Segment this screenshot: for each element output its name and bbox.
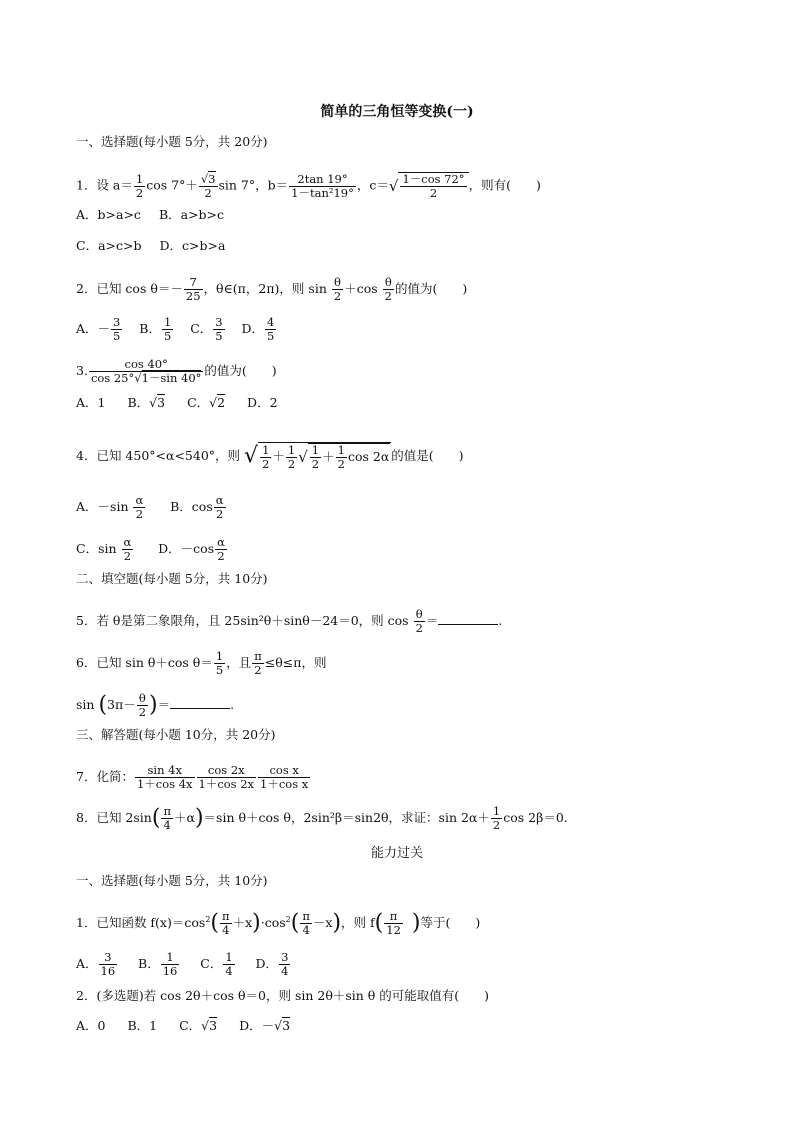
ability-question-1: 1．已知函数 $f(x)=\cos^2$( $\frac{\pi}{4}$ $+x)\cdot\cos^2$( $\frac{\pi}{4}$ －x)，则 f( $\frac{\pi}{12}$ )等于( ) bbox=[76, 909, 481, 937]
option-c[interactable]: C． $\frac{3}{5}$ bbox=[190, 315, 223, 343]
question-6: 6．已知 sin θ＋cos θ＝ $\frac{1}{5}$ ，且 $\frac{\pi}{2}$ ≤θ≤π，则 bbox=[76, 649, 327, 677]
question-1-options-cd bbox=[76, 238, 225, 254]
question-5: 5．若 θ是第二象限角，且 25sin²θ＋sinθ－24＝0，则 cos $\frac{\theta}{2}$ ＝ . bbox=[76, 607, 503, 635]
option-c[interactable]: C．a>c>b bbox=[76, 238, 142, 253]
question-4-options-ab bbox=[76, 494, 227, 521]
option-c[interactable]: C． $\frac{1}{4}$ bbox=[200, 950, 233, 978]
page-title: 简单的三角恒等变换(一) bbox=[320, 104, 474, 120]
option-b[interactable]: B． $\frac{1}{16}$ bbox=[138, 950, 178, 978]
option-a[interactable]: A．0 bbox=[76, 1018, 106, 1033]
option-a[interactable]: A．－sin $\frac{\alpha}{2}$ bbox=[76, 493, 144, 521]
option-b[interactable]: B．cos $\frac{\alpha}{2}$ bbox=[170, 493, 224, 521]
question-1-options-ab bbox=[76, 207, 224, 223]
answer-blank-5[interactable] bbox=[438, 624, 498, 625]
question-8: 8．已知 2sin( $\frac{\pi}{4}$ ＋α)＝sin θ＋cos θ，2sin²β＝sin2θ，求证：sin 2α＋ $\frac{1}{2}$ cos 2β＝0. bbox=[76, 804, 568, 832]
question-2-options bbox=[76, 316, 277, 343]
option-d[interactable]: D． $\frac{3}{4}$ bbox=[255, 950, 289, 978]
option-b[interactable]: B．a>b>c bbox=[158, 207, 225, 222]
question-3-options bbox=[76, 395, 278, 411]
question-7: 7．化简： $\frac{\sin 4x}{1+\cos 4x}$ $\frac{\cos 2x}{1+\cos 2x}$ $\frac{\text{cos x}}{\text{1＋cos x}}$ bbox=[76, 763, 309, 791]
section-heading-choice: 一、选择题(每小题 5分，共 20分) bbox=[76, 134, 268, 149]
option-c[interactable]: C．√2 bbox=[187, 395, 226, 410]
option-c[interactable]: C．√3 bbox=[179, 1018, 218, 1033]
option-a[interactable]: A．b>a>c bbox=[76, 207, 141, 222]
option-b[interactable]: B． $\frac{1}{5}$ bbox=[139, 315, 172, 343]
option-d[interactable]: D． $\frac{4}{5}$ bbox=[241, 315, 275, 343]
option-a[interactable]: A． $\frac{3}{16}$ bbox=[76, 950, 116, 978]
option-b[interactable]: B．√3 bbox=[127, 395, 166, 410]
section-heading-fill: 二、填空题(每小题 5分，共 10分) bbox=[76, 571, 268, 586]
question-4-options-cd bbox=[76, 536, 228, 563]
option-d[interactable]: D．－√3 bbox=[239, 1018, 291, 1033]
option-a[interactable]: A．1 bbox=[76, 395, 106, 410]
option-c[interactable]: C．sin $\frac{\alpha}{2}$ bbox=[76, 535, 132, 563]
option-d[interactable]: D．2 bbox=[247, 395, 278, 410]
section-heading-solve: 三、解答题(每小题 10分，共 20分) bbox=[76, 727, 276, 742]
question-4: 4．已知 450°<α<540°，则 √ $\frac{1}{2}$ ＋ $\frac{1}{2}$ √ $\frac{1}{2}$ ＋ $\frac{1}{2}$ cos 2α 的值是( ) bbox=[76, 442, 464, 471]
section-heading-choice-2: 一、选择题(每小题 5分，共 10分) bbox=[76, 873, 268, 888]
option-d[interactable]: D．c>b>a bbox=[159, 238, 226, 253]
option-a[interactable]: A．－ $\frac{3}{5}$ bbox=[76, 315, 121, 343]
question-1: 1．设 a＝ $\frac{1}{2}$ cos 7°＋ $\frac{√3}{2}$ sin 7°，b＝ $\frac{2\tan 19^\circ}{\text{1－tan²19°}}$ ，c＝√ $\frac{1-\cos 72^\circ}{2}$ ，则有( ) bbox=[76, 171, 541, 200]
ability-question-2: 2．(多选题)若 cos 2θ＋cos θ＝0，则 sin 2θ＋sin θ 的可能取值有( ) bbox=[76, 988, 490, 1003]
ability-question-2-options bbox=[76, 1018, 290, 1034]
section-subtitle: 能力过关 bbox=[370, 846, 423, 861]
question-3: 3. $\frac{\cos 40^\circ}{\cos 25^\circ√1-\sin 40^\circ}$ 的值为( ) bbox=[76, 357, 277, 385]
question-2: 2．已知 cos θ＝－ $\frac{7}{25}$ ，θ∈(π，2π)，则 sin $\frac{\theta}{2}$ ＋cos $\frac{\theta}{2}$ 的值为( ) bbox=[76, 275, 468, 303]
ability-question-1-options bbox=[76, 951, 291, 978]
option-d[interactable]: D．－cos $\frac{\alpha}{2}$ bbox=[158, 535, 225, 563]
option-b[interactable]: B．1 bbox=[127, 1018, 158, 1033]
answer-blank-6[interactable] bbox=[170, 708, 230, 709]
question-6-line2: sin (3π－ $\frac{\theta}{2}$ )＝ . bbox=[76, 691, 235, 719]
